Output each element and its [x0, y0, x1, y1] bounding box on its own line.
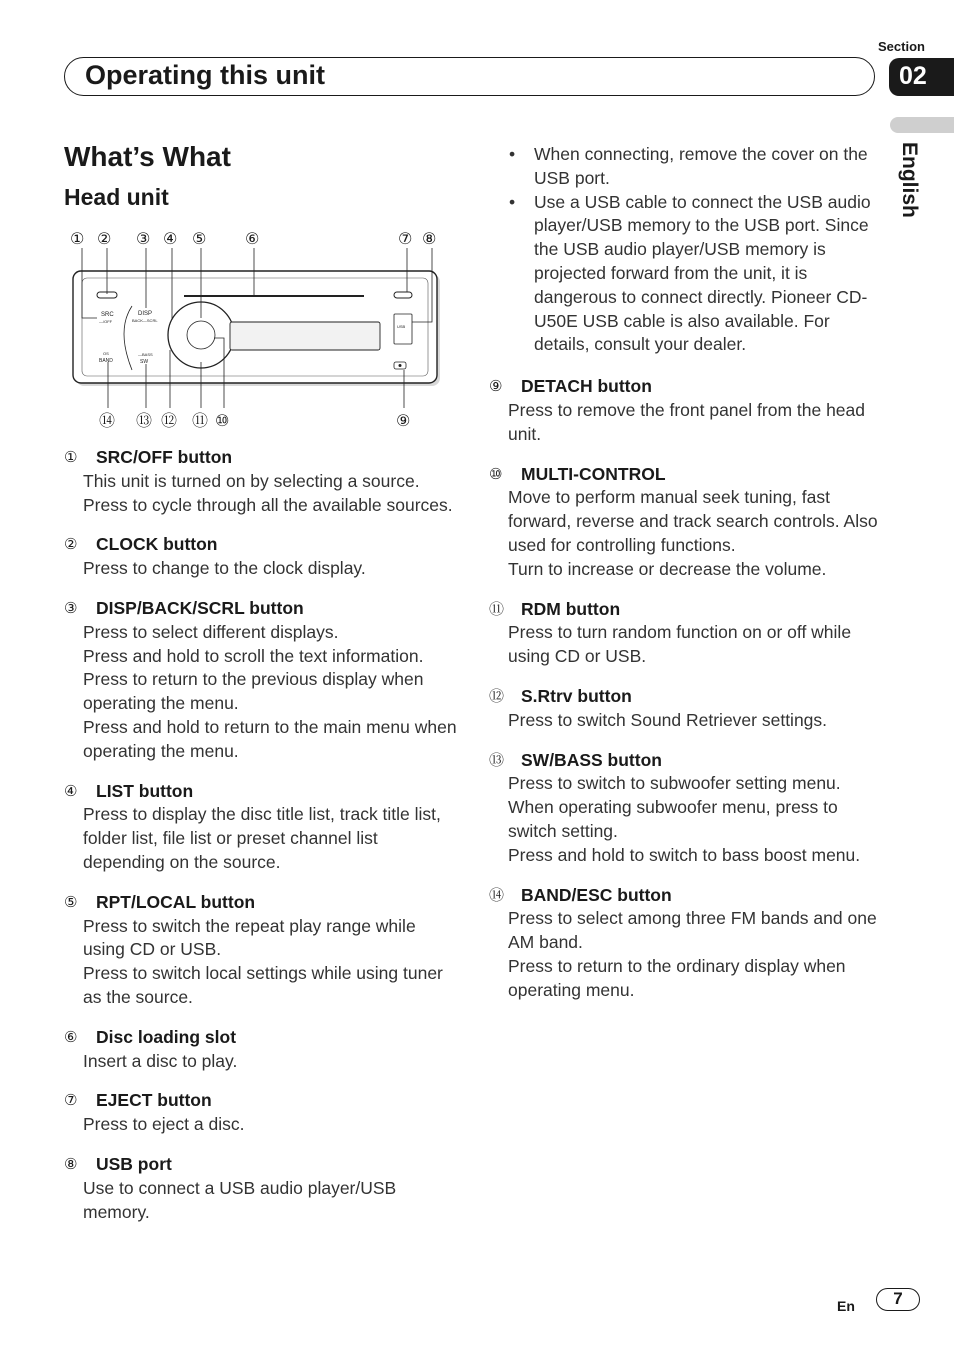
- entry-title: USB port: [96, 1153, 172, 1174]
- label-src: SRC: [101, 312, 114, 318]
- entry-title: DISP/BACK/SCRL button: [96, 597, 304, 618]
- head-unit-diagram: [64, 222, 454, 440]
- entry-line: Press to switch Sound Retriever settings.: [508, 709, 828, 730]
- section-label: Section: [878, 39, 925, 54]
- callout-7: ⑦: [398, 229, 413, 248]
- entry-number: ③: [64, 598, 78, 617]
- callout-10: ⑩: [215, 411, 230, 430]
- callout-6: ⑥: [245, 229, 260, 248]
- entry-list: [64, 780, 459, 875]
- callout-5: ⑤: [192, 229, 207, 248]
- entry-band-esc: [489, 884, 881, 1003]
- callout-4: ④: [163, 229, 178, 248]
- footer-language: En: [837, 1298, 855, 1314]
- entry-line: Press to select among three FM bands and one AM band.: [508, 908, 877, 953]
- page-header-title: Operating this unit: [85, 60, 325, 90]
- label-src-sub: —/OFF: [99, 319, 113, 324]
- page-heading: What’s What: [64, 141, 231, 172]
- entry-line: Turn to increase or decrease the volume.: [508, 558, 827, 579]
- entry-number: ⑨: [489, 377, 503, 396]
- entry-title: EJECT button: [96, 1090, 212, 1111]
- label-sw-top: —BASS: [138, 352, 153, 357]
- callout-11: ⑪: [192, 411, 209, 430]
- entry-title: CLOCK button: [96, 534, 218, 555]
- label-disp: DISP: [138, 311, 153, 317]
- label-sw: SW: [140, 359, 149, 365]
- label-usb: USB: [397, 324, 406, 329]
- entry-line: Press to cycle through all the available sources.: [83, 494, 453, 515]
- entry-number: ⑥: [64, 1027, 78, 1046]
- entry-line: Press and hold to return to the main menu when operating the menu.: [83, 716, 457, 761]
- callout-8: ⑧: [422, 229, 437, 248]
- page-number: 7: [876, 1288, 920, 1311]
- label-band-top: OS: [103, 351, 109, 356]
- entry-line: Press to display the disc title list, track title list, folder list, file list or preset channel list depending on the source.: [83, 804, 441, 872]
- entry-eject: [64, 1089, 459, 1137]
- callout-12: ⑫: [161, 411, 178, 430]
- callout-1: ①: [70, 229, 85, 248]
- label-band: BAND: [99, 358, 113, 364]
- entry-line: Press and hold to scroll the text information.: [83, 645, 424, 666]
- label-disp-sub: BACK—SCRL: [132, 318, 158, 323]
- entry-number: ②: [64, 535, 78, 554]
- entry-rdm: [489, 598, 881, 669]
- entry-number: ①: [64, 448, 78, 466]
- entry-line: This unit is turned on by selecting a source.: [83, 470, 420, 491]
- entry-title: BAND/ESC button: [521, 884, 672, 905]
- entry-title: MULTI-CONTROL: [521, 463, 666, 484]
- callout-13: ⑬: [136, 411, 153, 430]
- entry-line: Press to change to the clock display.: [83, 558, 366, 579]
- callout-14: ⑭: [99, 411, 116, 430]
- entry-number: ⑧: [64, 1154, 78, 1173]
- entry-line: Press to remove the front panel from the head unit.: [508, 399, 865, 444]
- section-number: 02: [889, 58, 954, 96]
- entry-number: ⑬: [489, 750, 505, 769]
- entry-title: SRC/OFF button: [96, 447, 233, 467]
- entry-title: DETACH button: [521, 376, 652, 397]
- entry-title: LIST button: [96, 780, 194, 801]
- entry-line: Press to switch the repeat play range while using CD or USB.: [83, 915, 416, 960]
- entry-number: ⑦: [64, 1091, 78, 1110]
- language-tab: [890, 117, 954, 133]
- entry-title: SW/BASS button: [521, 749, 662, 770]
- callout-2: ②: [97, 229, 112, 248]
- entry-title: RDM button: [521, 598, 621, 619]
- entry-number: ⑤: [64, 892, 78, 911]
- entry-line: Press to select different displays.: [83, 621, 339, 642]
- entry-multi-control: [489, 463, 881, 582]
- entry-line: Press to return to the previous display when operating the menu.: [83, 669, 424, 714]
- entry-number: ④: [64, 781, 78, 800]
- entry-line: Use to connect a USB audio player/USB memory.: [83, 1177, 397, 1222]
- detach-dot: [399, 364, 402, 367]
- entry-number: ⑭: [489, 885, 505, 904]
- entry-number: ⑪: [489, 599, 505, 618]
- entry-title: Disc loading slot: [96, 1026, 237, 1047]
- page-subheading: Head unit: [64, 184, 169, 210]
- entry-number: ⑫: [489, 686, 505, 705]
- entry-detach: [489, 375, 881, 446]
- language-label: English: [898, 142, 921, 218]
- entry-line: Press to switch to subwoofer setting menu. When operating subwoofer menu, press to switch setting.: [508, 773, 841, 841]
- bullet-item: • Use a USB cable to connect the USB audio player/USB memory to the USB port. Since the USB audio player/USB memory is projected forward from the unit, it is dangerous to connect directly. Pioneer CD-U50E USB cable is also available. For details, consult your dealer.: [489, 191, 881, 358]
- entry-number: ⑩: [489, 464, 503, 483]
- entry-disc-slot: [64, 1026, 459, 1074]
- bullet-item: • When connecting, remove the cover on the USB port.: [489, 143, 881, 191]
- entry-line: Press to turn random function on or off while using CD or USB.: [508, 622, 852, 667]
- entry-disp: [64, 597, 459, 764]
- entry-line: Press to return to the ordinary display when operating menu.: [508, 955, 846, 1000]
- right-column: [489, 143, 881, 1019]
- entry-sw-bass: [489, 749, 881, 868]
- entry-title: S.Rtrv button: [521, 685, 632, 706]
- entry-line: Move to perform manual seek tuning, fast forward, reverse and track search controls. Also used for controlling functions.: [508, 487, 878, 555]
- entry-line: Press and hold to switch to bass boost menu.: [508, 844, 861, 865]
- entry-srtrv: [489, 685, 881, 733]
- entry-line: Press to eject a disc.: [83, 1114, 245, 1135]
- entry-clock: [64, 533, 459, 581]
- title-bar: [64, 57, 875, 96]
- entry-line: Insert a disc to play.: [83, 1050, 238, 1071]
- entry-rpt-local: [64, 891, 459, 1010]
- entry-src-off: [64, 446, 459, 517]
- display-window: [230, 322, 380, 350]
- callout-3: ③: [136, 229, 151, 248]
- callout-9: ⑨: [396, 411, 411, 430]
- left-column: [64, 446, 459, 1240]
- entry-line: Press to switch local settings while using tuner as the source.: [83, 963, 443, 1007]
- usb-bullet-list: [489, 143, 881, 357]
- entry-usb-port: [64, 1153, 459, 1224]
- entry-title: RPT/LOCAL button: [96, 891, 256, 912]
